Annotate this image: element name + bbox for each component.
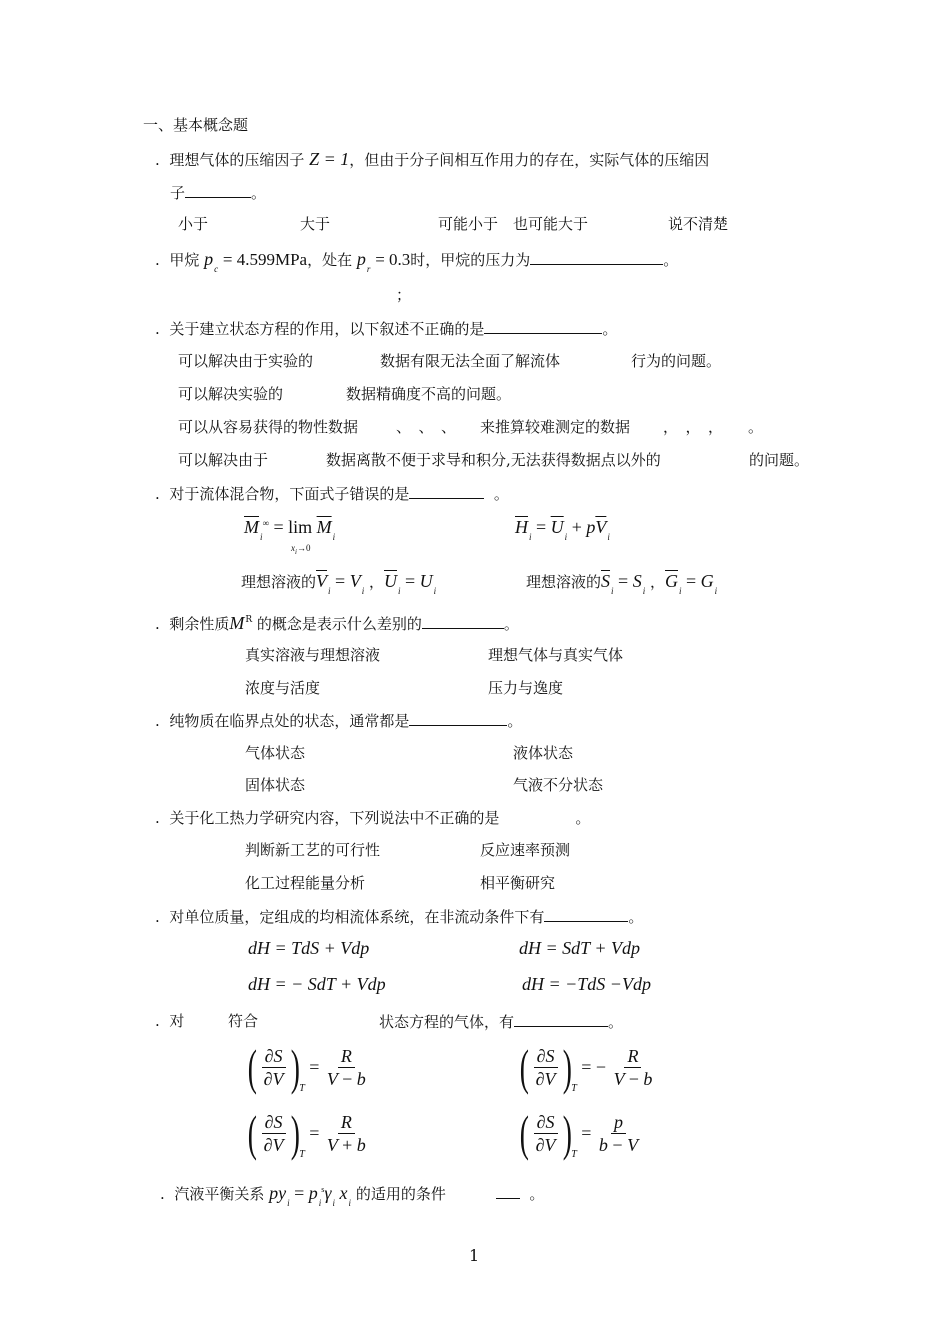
page-number: 1 bbox=[469, 1246, 480, 1265]
q9-stem-c: 状态方程的气体，有 。 bbox=[379, 1013, 624, 1031]
q9-option-b: ( $\frac{\partial S}{\partial V}$ ) T = − $\frac{R}{V - b}$ bbox=[519, 1039, 653, 1095]
q7-option-d: 相平衡研究 bbox=[480, 874, 556, 892]
q3-option-a1: 可以解决由于实验的 bbox=[178, 352, 314, 370]
answer-blank bbox=[409, 713, 507, 726]
q9-option-c: ( $\frac{\partial S}{\partial V}$ ) T = $\frac{R}{V + b}$ bbox=[247, 1105, 366, 1161]
q5-option-d: 压力与逸度 bbox=[488, 679, 564, 697]
q1-option-c: 可能小于 也可能大于 bbox=[438, 215, 589, 233]
q3-option-c1: 可以从容易获得的物性数据 bbox=[178, 418, 359, 436]
q5-stem: . 剩余性质$M^R$ 的概念是表示什么差别的 。 bbox=[155, 613, 519, 633]
q1-stem: . 理想气体的压缩因子 Z = 1，但由于分子间相互作用力的存在，实际气体的压缩因 bbox=[155, 149, 710, 169]
q9-stem-b: 符合 bbox=[228, 1012, 259, 1030]
answer-blank bbox=[544, 909, 628, 922]
answer-blank bbox=[496, 1186, 520, 1199]
section-title: 一、基本概念题 bbox=[143, 116, 249, 134]
q9-option-d: ( $\frac{\partial S}{\partial V}$ ) T = $\frac{p}{b - V}$ bbox=[519, 1105, 639, 1161]
q7-stem: . 关于化工热力学研究内容，下列说法中不正确的是 。 bbox=[155, 809, 591, 827]
q8-option-d: dH = −TdS −Vdp bbox=[522, 974, 651, 994]
q3-option-a2: 数据有限无法全面了解流体 bbox=[380, 352, 561, 370]
q6-option-b: 液体状态 bbox=[513, 744, 574, 762]
q8-option-a: dH = TdS + Vdp bbox=[248, 938, 370, 958]
q2-stem: . 甲烷 $p_c = 4.599MPa$，处在 $p_r = 0.3$时，甲烷的压力为 。 bbox=[155, 249, 679, 274]
q1-option-d: 说不清楚 bbox=[668, 215, 729, 233]
answer-blank bbox=[422, 616, 504, 629]
q7-option-a: 判断新工艺的可行性 bbox=[245, 841, 381, 859]
q4-formula-d: 理想溶液的$\overline{S}_i = S_i$ ，$\overline{G}_i = G_i$ bbox=[526, 571, 718, 596]
q8-option-c: dH = − SdT + Vdp bbox=[248, 974, 386, 994]
q5-option-b: 理想气体与真实气体 bbox=[488, 646, 624, 664]
answer-blank bbox=[484, 321, 602, 334]
answer-blank bbox=[530, 252, 663, 265]
q4-formula-a: $\overline{M}_i^\infty = \lim \overline{M}_i$ $x_i\to 0$ bbox=[244, 517, 336, 556]
q1-stem-cont: 子 。 bbox=[170, 184, 267, 202]
q6-option-a: 气体状态 bbox=[245, 744, 306, 762]
q9-stem: . 对 bbox=[155, 1012, 185, 1030]
q3-option-d1: 可以解决由于 bbox=[178, 451, 269, 469]
q3-option-c5: 。 bbox=[748, 418, 764, 436]
q3-option-a3: 行为的问题。 bbox=[631, 352, 722, 370]
q3-option-b1: 可以解决实验的 bbox=[178, 385, 284, 403]
q6-option-d: 气液不分状态 bbox=[513, 776, 604, 794]
q8-stem: . 对单位质量，定组成的均相流体系统，在非流动条件下有 。 bbox=[155, 908, 644, 926]
q3-option-d3: 的问题。 bbox=[749, 451, 810, 469]
answer-blank bbox=[514, 1014, 608, 1027]
q3-option-d2: 数据离散不便于求导和积分,无法获得数据点以外的 bbox=[326, 451, 661, 469]
q6-option-c: 固体状态 bbox=[245, 776, 306, 794]
q1-formula: Z = 1 bbox=[309, 149, 350, 169]
q7-option-c: 化工过程能量分析 bbox=[245, 874, 366, 892]
q4-stem: . 对于流体混合物，下面式子错误的是 。 bbox=[155, 485, 509, 503]
q4-formula-b: $\overline{H}_i = \overline{U}_i + p\overline{V}_i$ bbox=[515, 517, 610, 542]
q5-option-a: 真实溶液与理想溶液 bbox=[245, 646, 381, 664]
q4-formula-c: 理想溶液的$\overline{V}_i = V_i$ ，$\overline{U}_i = U_i$ bbox=[241, 571, 437, 596]
q10-stem: . 汽液平衡关系 $py_i = p_i^s\gamma_i$ $x_i$ 的适用的条件 。 bbox=[160, 1183, 545, 1208]
q3-option-b2: 数据精确度不高的问题。 bbox=[346, 385, 512, 403]
q3-option-c2: 、 、 、 bbox=[396, 418, 457, 436]
q9-option-a: ( $\frac{\partial S}{\partial V}$ ) T = $\frac{R}{V - b}$ bbox=[247, 1039, 366, 1095]
q3-stem: . 关于建立状态方程的作用，以下叙述不正确的是 。 bbox=[155, 320, 618, 338]
answer-blank bbox=[409, 486, 484, 499]
answer-blank bbox=[185, 185, 251, 198]
q3-option-c3: 来推算较难测定的数据 bbox=[480, 418, 631, 436]
q8-option-b: dH = SdT + Vdp bbox=[519, 938, 640, 958]
q1-option-a: 小于 bbox=[178, 215, 209, 233]
q1-option-b: 大于 bbox=[300, 215, 331, 233]
q3-option-c4: ， ， ， bbox=[663, 418, 724, 436]
q6-stem: . 纯物质在临界点处的状态，通常都是 。 bbox=[155, 712, 523, 730]
q2-semicolon: ； bbox=[396, 286, 412, 304]
q7-option-b: 反应速率预测 bbox=[480, 841, 571, 859]
q5-option-c: 浓度与活度 bbox=[245, 679, 321, 697]
